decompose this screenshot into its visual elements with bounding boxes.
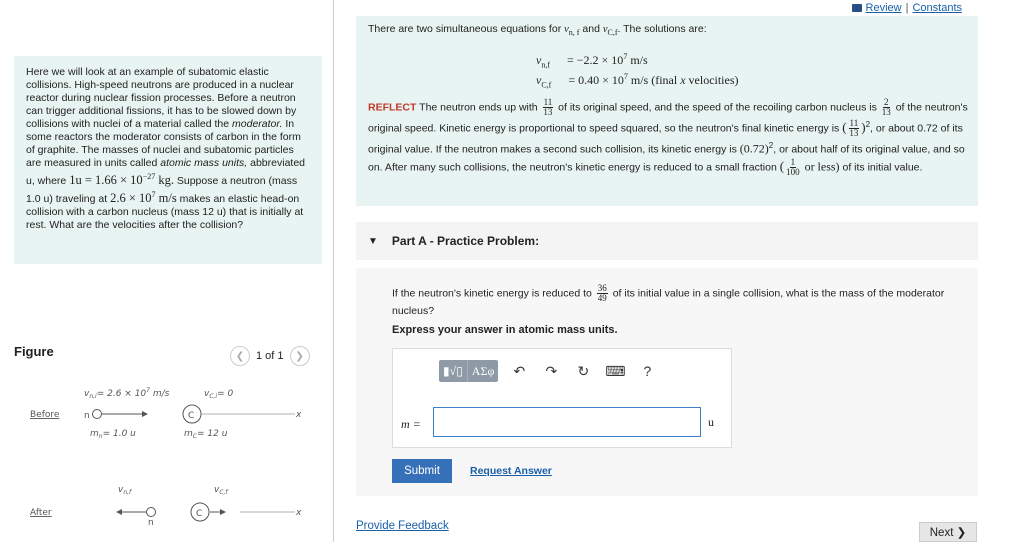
answer-panel (392, 348, 732, 448)
help-icon[interactable]: ? (643, 363, 652, 379)
mn-label: $m_n= 1.0$ u (90, 429, 136, 440)
left-panel (0, 0, 334, 542)
reflect-paragraph: REFLECT The neutron ends up with $\frac{11}{13}$ of its original speed, and the speed of the recoiling carbon nucleus is $\frac{2}{13}$ of the neutron's original speed. Kinetic energy is proportional to speed squared, so the neutron's final kinetic energy is ( $\frac{11}{13}$ )$^2$, or about 0.72 of its original value. If the neutron makes a second such collision, its kinetic energy is $(0.72)^2$, or about half of its original value, and so on. After many such collisions, the neutron's kinetic energy is reduced to a small fraction ( $\frac{1}{100}$ or less) of its initial value. (368, 97, 968, 177)
problem-text: Here we will look at an example of subatomic elastic collisions. High-speed neutrons are produced in a nuclear reactor during nuclear fission processes. Before a neutron can trigger additional fissions, it has to be slowed down by collisions with nuclei of a material called the (26, 66, 297, 130)
mass-variable-label: m = (401, 417, 421, 431)
neutron-n-label-after: n (148, 518, 154, 528)
before-label: Before (30, 410, 60, 420)
vni-arrowhead (142, 411, 148, 417)
undo-icon[interactable]: ↶ (513, 362, 526, 379)
link-separator: | (905, 2, 909, 14)
redo-icon[interactable]: ↷ (545, 362, 558, 379)
next-figure-button[interactable]: ❯ (290, 346, 310, 366)
after-label: After (30, 508, 52, 518)
collision-figure (20, 378, 320, 538)
initial-speed: $2.6 \times 10^7$ m/s (110, 190, 177, 206)
amu-definition: $1u = 1.66 \times 10^{-27}$ kg. (69, 172, 174, 188)
answer-unit-label: u (708, 415, 714, 429)
collapse-triangle-icon[interactable]: ▼ (368, 235, 378, 247)
request-answer-link[interactable]: Request Answer (470, 465, 552, 477)
solution-intro: There are two simultaneous equations for $v_{n, f}$ and $v_{C,f}$. The solutions are: (368, 23, 707, 38)
next-button[interactable]: Next ❯ (919, 522, 977, 542)
carbon-c-label-after: C (196, 509, 203, 519)
vcf-arrowhead (220, 509, 226, 515)
right-panel (335, 0, 1024, 542)
part-a-title: Part A - Practice Problem: (391, 234, 540, 248)
neutron-after (147, 508, 156, 517)
vni-label: $v_{n,i}= 2.6 \times 10^7$ m/s (84, 387, 170, 400)
submit-button[interactable]: Submit (392, 459, 452, 483)
problem-text: In some reactors the moderator consists of carbon in the form of graphite. The masses of nuclei and subatomic particles are measured in units called (26, 118, 301, 169)
mass-answer-input[interactable] (433, 407, 701, 437)
term-amu: atomic mass units, (160, 157, 248, 169)
x-axis-label-after: x (296, 508, 302, 518)
answer-instruction: Express your answer in atomic mass units. (392, 324, 618, 336)
top-links (852, 2, 962, 14)
part-a-header[interactable] (356, 222, 978, 260)
neutron-n-label: n (84, 411, 90, 421)
figure-title: Figure (14, 344, 54, 359)
carbon-c-label: C (188, 411, 195, 421)
question-text: If the neutron's kinetic energy is reduced to $\frac{36}{49}$ of its initial value in a single collision, what is the mass of the moderator nucleus? (392, 283, 945, 317)
equation-vcf: $v_{C,f} = 0.40 \times 10^7$ m/s (final x velocities) (536, 72, 739, 90)
prev-figure-button[interactable]: ❮ (230, 346, 250, 366)
keyboard-icon[interactable]: ⌨ (605, 362, 626, 379)
reset-icon[interactable]: ↻ (577, 362, 590, 379)
vnf-label: $v_{n,f}$ (118, 485, 132, 496)
template-button[interactable]: ▮√▯ (439, 360, 468, 382)
problem-statement (14, 56, 322, 264)
vnf-arrowhead (116, 509, 122, 515)
vcf-label: $v_{C,f}$ (214, 485, 228, 496)
figure-pager (230, 346, 310, 366)
equation-vnf: $v_{n,f} = -2.2 \times 10^7$ m/s (536, 52, 648, 70)
provide-feedback-link[interactable]: Provide Feedback (356, 520, 449, 532)
problem-text: Suppose a neutron (mass 1.0 u) traveling at (26, 175, 298, 206)
problem-text: abbreviated u, where (26, 157, 305, 188)
x-axis-label-before: x (296, 410, 302, 420)
pager-count: 1 of 1 (256, 350, 284, 362)
reflect-tag: REFLECT (368, 101, 417, 114)
question-box (356, 268, 978, 496)
vci-label: $v_{C,i}= 0$ (204, 389, 234, 400)
constants-link[interactable]: Constants (912, 2, 962, 14)
review-icon (852, 4, 862, 12)
template-group (439, 360, 498, 382)
math-toolbar (439, 360, 658, 382)
review-link[interactable]: Review (865, 2, 902, 14)
term-moderator: moderator. (232, 118, 283, 130)
greek-button[interactable]: ΑΣφ (471, 363, 495, 378)
mc-label: $m_C= 12$ u (184, 429, 228, 440)
neutron-before (93, 410, 102, 419)
problem-text: makes an elastic head-on collision with a carbon nucleus (mass 12 u) that is initially at rest. What are the velocities after the collision? (26, 193, 304, 232)
solution-box (356, 16, 978, 206)
